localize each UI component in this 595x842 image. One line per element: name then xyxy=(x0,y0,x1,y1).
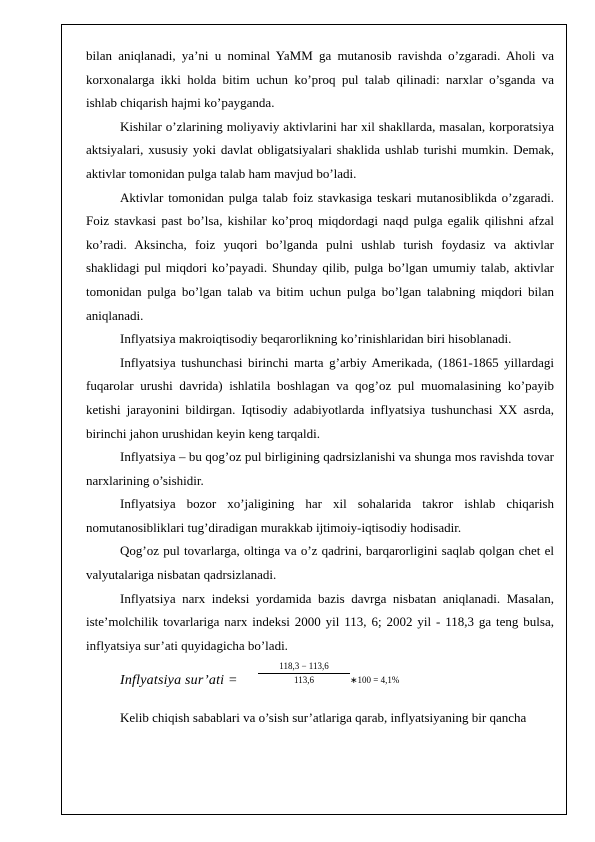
inflation-rate-formula xyxy=(86,657,554,706)
paragraph-9: Inflyatsiya narx indeksi yordamida bazis davrga nisbatan aniqlanadi. Masalan, iste’molchilik tovarlariga narx indeksi 2000 yil 113, 6; 2002 yil - 118,3 ga teng bulsa, inflyatsiya sur’ati quyidagicha bo’ladi. xyxy=(86,590,554,653)
paragraph-6: Inflyatsiya – bu qog’oz pul birligining qadrsizlanishi va shunga mos ravishda tovar narxlarining o’sishidir. xyxy=(86,449,554,488)
formula-numerator: 118,3 − 113,6 xyxy=(258,660,350,674)
paragraph-2: Kishilar o’zlarining moliyaviy aktivlarini har xil shakllarda, masalan, korporatsiya aktsiyalari, xususiy yoki davlat obligatsiyalari shaklida ushlab turishi mumkin. Demak, aktivlar tomonidan pulga talab ham mavjud bo’ladi. xyxy=(86,118,554,181)
paragraph-5: Inflyatsiya tushunchasi birinchi marta g’arbiy Amerikada, (1861-1865 yillardagi fuqarolar urushi davrida) ishlatila boshlagan va qog’oz pul muomalasining ko’payib ketishi jarayonini bildirgan. Iqtisodiy adabiyotlarda inflyatsiya tushunchasi XX asrda, birinchi jahon urushidan keyin keng tarqaldi. xyxy=(86,354,554,441)
paragraph-7: Inflyatsiya bozor xo’jaligining har xil sohalarida takror ishlab chiqarish nomutanosibliklari tug’diradigan murakkab ijtimoiy-iqtisodiy hodisadir. xyxy=(86,496,554,535)
document-body xyxy=(86,44,554,730)
formula-lhs: Inflyatsiya sur’ati = xyxy=(120,673,238,689)
formula-fraction xyxy=(258,660,350,686)
formula-denominator: 113,6 xyxy=(294,675,314,686)
paragraph-1: bilan aniqlanadi, ya’ni u nominal YaMM ga mutanosib ravishda o’zgaradi. Aholi va korxonalarga ikki holda bitim uchun ko’proq pul talab qilinadi: narxlar o’sganda va ishlab chiqarish hajmi ko’payganda. xyxy=(86,48,554,111)
paragraph-8: Qog’oz pul tovarlarga, oltinga va o’z qadrini, barqarorligini saqlab qolgan chet el valyutalariga nisbatan qadrsizlanadi. xyxy=(86,543,554,583)
formula-rhs: ∗100 = 4,1% xyxy=(350,675,400,686)
paragraph-3: Aktivlar tomonidan pulga talab foiz stavkasiga teskari mutanosiblikda o’zgaradi. Foiz stavkasi past bo’lsa, kishilar ko’proq miqdordagi naqd pulga egalik qilishni afzal ko’radi. Aksincha, foiz yuqori bo’lganda pulni ushlab turish foydasiz va aktivlar shaklidagi pul miqdori ko’payadi. Shunday qilib, pulga bo’lgan umumiy talab, aktivlar tomonidan pulga bo’lgan talab va bitim uchun pulga bo’lgan talabning miqdori bilan aniqlanadi. xyxy=(86,189,554,323)
paragraph-4: Inflyatsiya makroiqtisodiy beqarorlikning ko’rinishlaridan biri hisoblanadi. xyxy=(120,331,512,347)
paragraph-10: Kelib chiqish sabablari va o’sish sur’atlariga qarab, inflyatsiyaning bir qancha xyxy=(120,710,527,726)
